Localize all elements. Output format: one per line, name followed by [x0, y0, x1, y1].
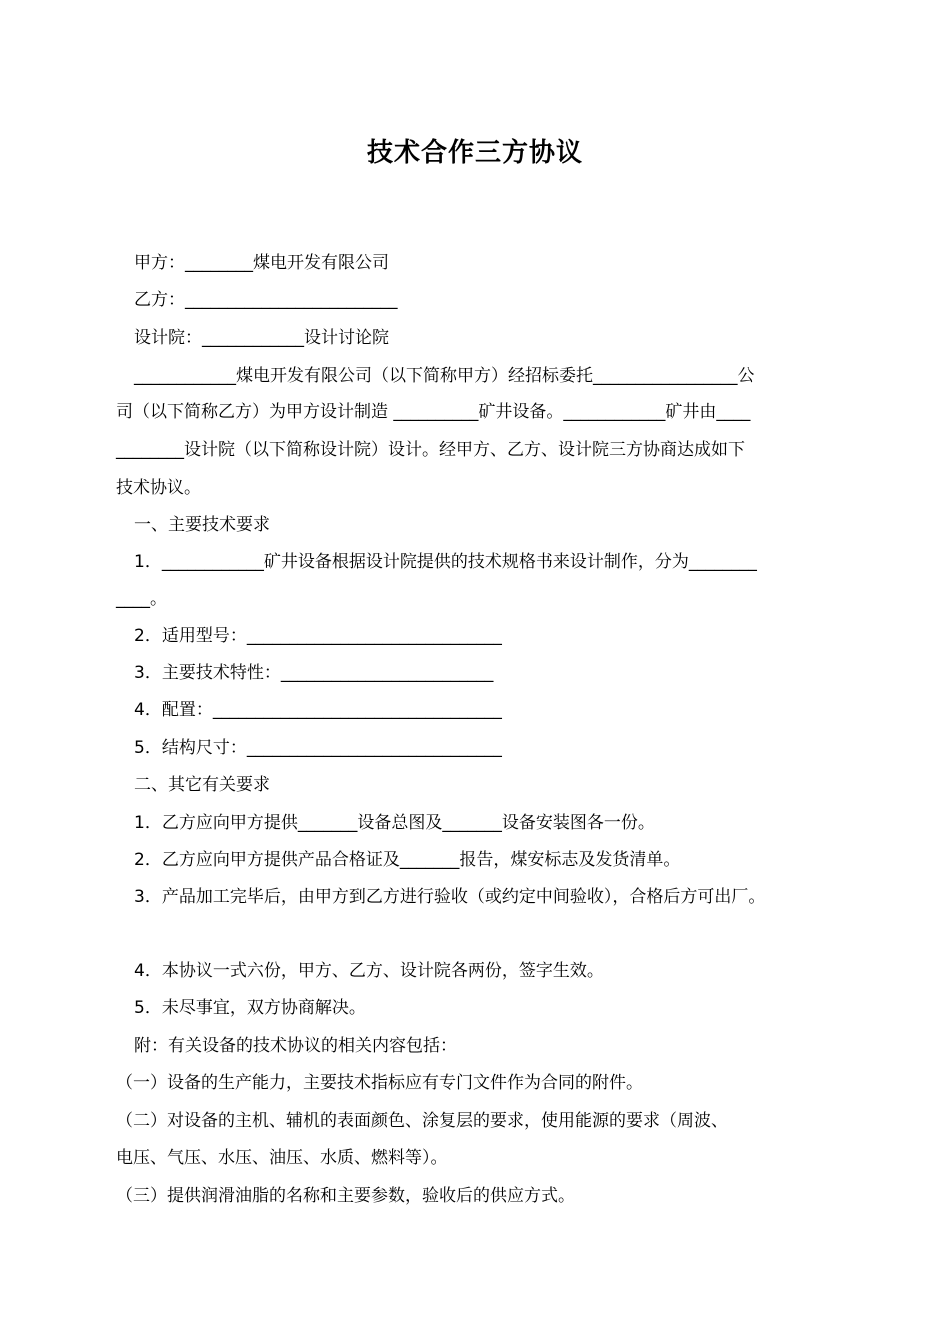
section-1-item-2: 2．适用型号：______________________________: [134, 626, 502, 646]
appendix-item-1: （一）设备的生产能力，主要技术指标应有专门文件作为合同的附件。: [116, 1073, 643, 1093]
section-2-item-3: 3．产品加工完毕后，由甲方到乙方进行验收（或约定中间验收），合格后方可出厂。: [134, 887, 766, 907]
appendix-item-2: （二）对设备的主机、辅机的表面颜色、涂复层的要求，使用能源的要求（周波、: [116, 1111, 728, 1131]
appendix-item-2-cont: 电压、气压、水压、油压、水质、燃料等）。: [116, 1148, 448, 1168]
intro-line-4: 技术协议。: [116, 478, 201, 498]
section-1-item-3: 3．主要技术特性：_________________________: [134, 663, 494, 683]
section-1-heading: 一、主要技术要求: [134, 515, 270, 535]
section-1-item-1: 1．____________矿井设备根据设计院提供的技术规格书来设计制作，分为________: [134, 552, 757, 572]
party-a-line: 甲方：________煤电开发有限公司: [134, 253, 389, 273]
section-1-item-5: 5．结构尺寸：______________________________: [134, 738, 502, 758]
party-b-line: 乙方：_________________________: [134, 290, 398, 310]
design-institute-line: 设计院：____________设计讨论院: [134, 328, 389, 348]
section-1-item-1-cont: ____。: [116, 589, 167, 609]
appendix-heading: 附：有关设备的技术协议的相关内容包括：: [134, 1036, 457, 1056]
document-title: 技术合作三方协议: [366, 138, 583, 168]
section-2-heading: 二、其它有关要求: [134, 775, 270, 795]
intro-line-3: ________设计院（以下简称设计院）设计。经甲方、乙方、设计院三方协商达成如下: [116, 440, 745, 460]
intro-line-2: 司（以下简称乙方）为甲方设计制造 __________矿井设备。____________矿井由____: [116, 402, 751, 422]
section-2-item-5: 5．未尽事宜，双方协商解决。: [134, 998, 366, 1018]
intro-line-1: ____________煤电开发有限公司（以下简称甲方）经招标委托_________________公: [134, 366, 755, 386]
appendix-item-3: （三）提供润滑油脂的名称和主要参数，验收后的供应方式。: [116, 1186, 575, 1206]
section-1-item-4: 4．配置：__________________________________: [134, 700, 502, 720]
section-2-item-4: 4．本协议一式六份，甲方、乙方、设计院各两份，签字生效。: [134, 961, 604, 981]
section-2-item-1: 1．乙方应向甲方提供_______设备总图及_______设备安装图各一份。: [134, 813, 655, 833]
section-2-item-2: 2．乙方应向甲方提供产品合格证及_______报告，煤安标志及发货清单。: [134, 850, 681, 870]
